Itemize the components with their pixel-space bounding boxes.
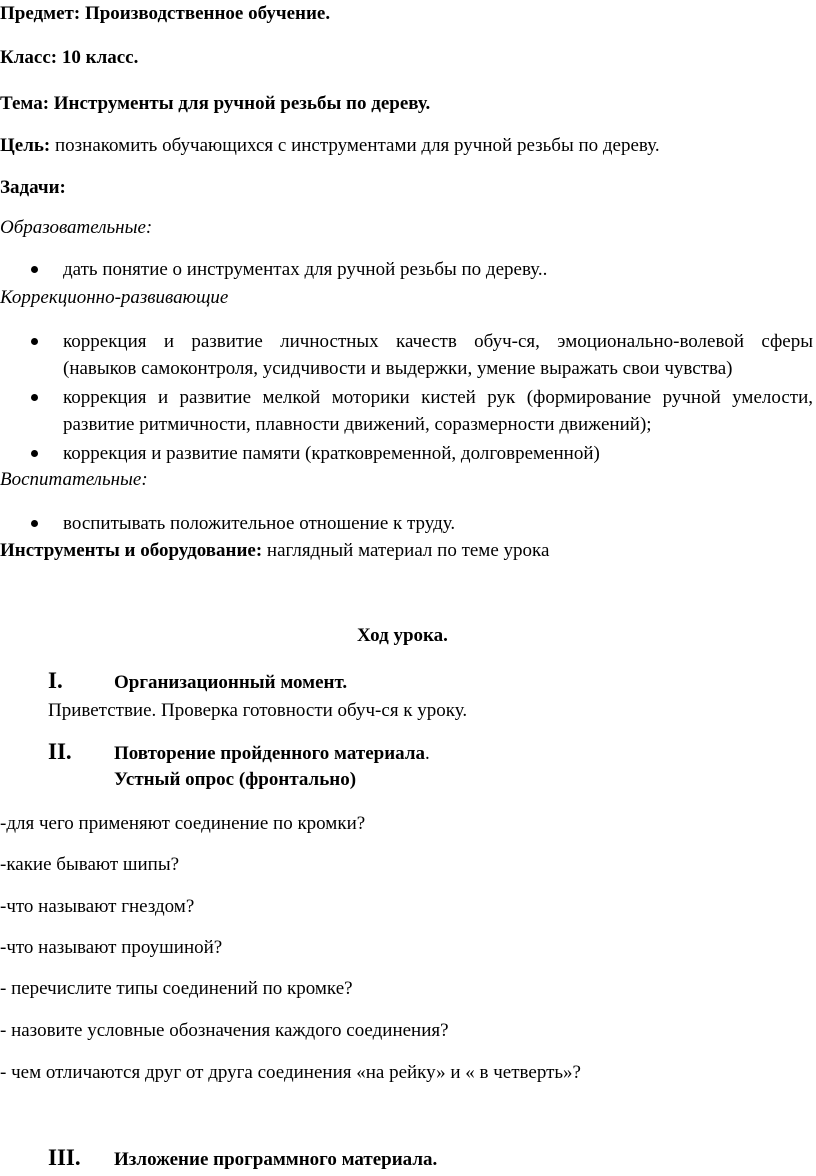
correctional-item-1-line-1: коррекция и развитие личностных качеств обуч-ся, эмоционально-волевой сферы: [63, 331, 813, 352]
question-item: - перечислите типы соединений по кромке?: [0, 978, 353, 999]
topic-line: [0, 92, 430, 116]
goal-line: [0, 134, 660, 158]
class-value: 10 класс.: [61, 47, 139, 68]
section-2-heading: Повторение пройденного материала: [114, 743, 425, 764]
bullet-icon: [31, 450, 38, 457]
equipment-label: Инструменты и оборудование:: [0, 540, 263, 561]
section-2-subheading: Устный опрос (фронтально): [114, 769, 357, 790]
bullet-icon: [31, 338, 38, 345]
section-3-heading: Изложение программного материала.: [114, 1149, 438, 1170]
correctional-label: Коррекционно-развивающие: [0, 287, 229, 308]
subject-value: Производственное обучение.: [84, 3, 331, 24]
tasks-label: Задачи:: [0, 177, 66, 198]
correctional-item-3: коррекция и развитие памяти (кратковременной, долговременной): [63, 443, 600, 464]
upbringing-label: Воспитательные:: [0, 469, 148, 490]
goal-value: познакомить обучающихся с инструментами для ручной резьбы по дереву.: [55, 135, 660, 156]
question-item: -для чего применяют соединение по кромки?: [0, 813, 366, 834]
question-item: -что называют проушиной?: [0, 937, 223, 958]
correctional-item-2-line-2: развитие ритмичности, плавности движений, соразмерности движений);: [63, 414, 652, 435]
upbringing-item: воспитывать положительное отношение к труду.: [63, 513, 456, 534]
section-1-numeral: I.: [48, 668, 63, 693]
class-line: [0, 46, 138, 70]
question-item: - чем отличаются друг от друга соединения «на рейку» и « в четверть»?: [0, 1062, 581, 1083]
bullet-icon: [31, 266, 38, 273]
equipment-value: наглядный материал по теме урока: [266, 540, 550, 561]
question-item: - назовите условные обозначения каждого соединения?: [0, 1020, 449, 1041]
section-2-heading-suffix: .: [425, 743, 430, 764]
section-1-heading: Организационный момент.: [114, 672, 348, 693]
equipment-line: [0, 539, 549, 563]
topic-label: Тема:: [0, 93, 50, 114]
bullet-icon: [31, 394, 38, 401]
section-1-text: Приветствие. Проверка готовности обуч-ся к уроку.: [48, 700, 468, 721]
section-2-heading-line: [114, 742, 430, 766]
subject-line: [0, 2, 330, 26]
correctional-item-2-line-1: коррекция и развитие мелкой моторики кистей рук (формирование ручной умелости,: [63, 387, 813, 408]
topic-value: Инструменты для ручной резьбы по дереву.: [53, 93, 431, 114]
question-item: -какие бывают шипы?: [0, 854, 180, 875]
educational-item: дать понятие о инструментах для ручной резьбы по дереву..: [63, 259, 548, 280]
section-2-numeral: II.: [48, 739, 72, 764]
class-label: Класс:: [0, 47, 58, 68]
subject-label: Предмет:: [0, 3, 81, 24]
goal-label: Цель:: [0, 135, 51, 156]
question-item: -что называют гнездом?: [0, 896, 195, 917]
bullet-icon: [31, 520, 38, 527]
educational-label: Образовательные:: [0, 217, 153, 238]
correctional-item-1-line-2: (навыков самоконтроля, усидчивости и выдержки, умение выражать свои чувства): [63, 358, 733, 379]
lesson-title: Ход урока.: [357, 625, 448, 646]
section-3-numeral: III.: [48, 1145, 81, 1170]
